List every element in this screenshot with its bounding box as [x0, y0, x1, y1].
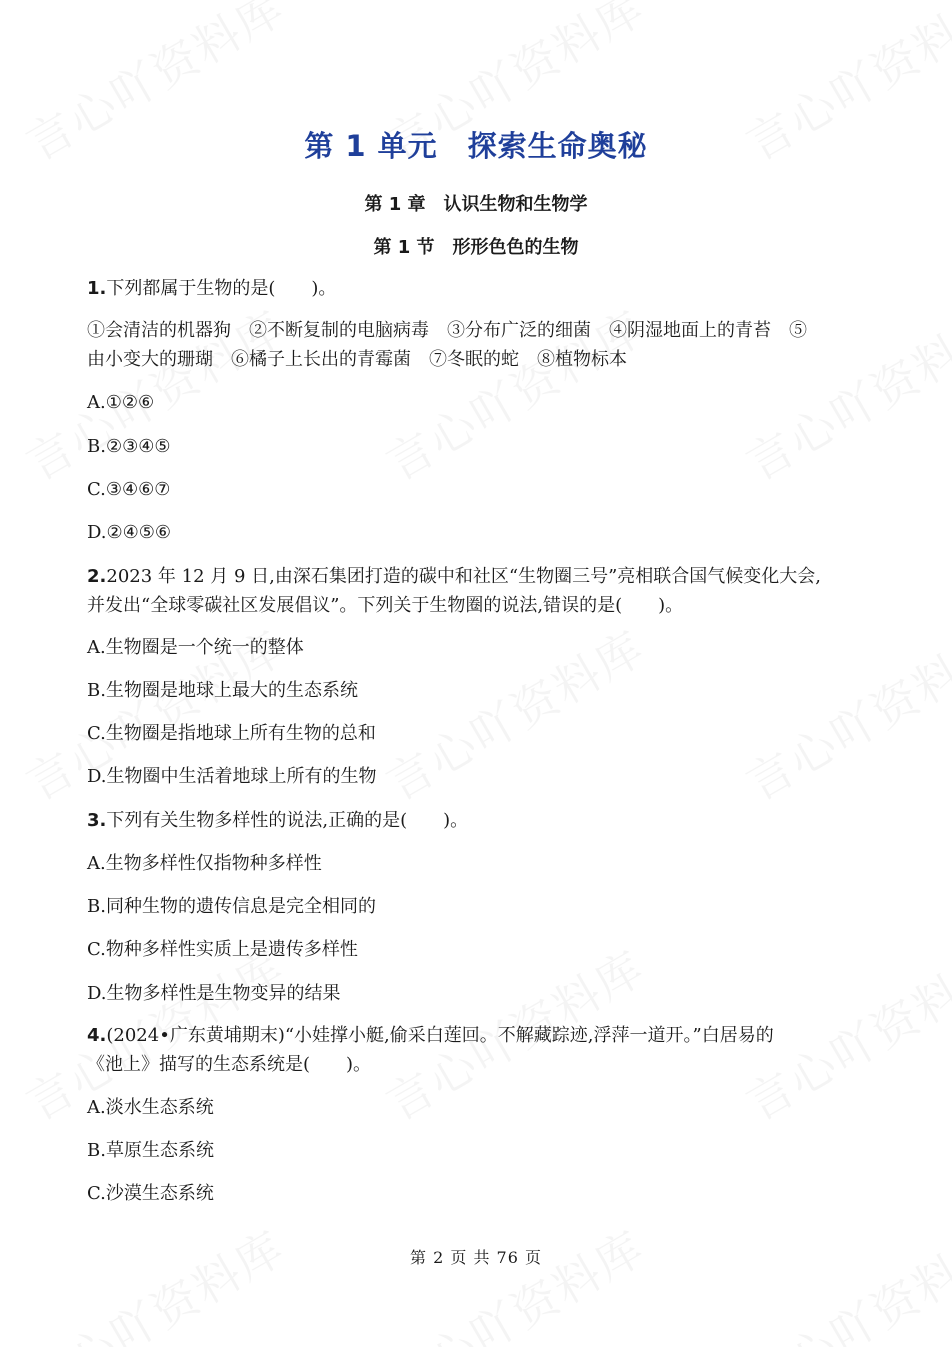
- answer-option: B.②③④⑤: [87, 436, 171, 457]
- unit-title: 第 1 单元 探索生命奥秘: [304, 129, 648, 163]
- section-title: 第 1 节 形形色色的生物: [373, 237, 579, 258]
- question-text: 2023 年 12 月 9 日,由深石集团打造的碳中和社区“生物圈三号”亮相联合国气候变化大会,: [106, 566, 821, 587]
- question-4-stem: [87, 1021, 867, 1051]
- answer-option: D.生物多样性是生物变异的结果: [87, 983, 341, 1004]
- question-1-items: 由小变大的珊瑚 ⑥橘子上长出的青霉菌 ⑦冬眠的蛇 ⑧植物标本: [87, 349, 627, 370]
- question-number: 3.: [87, 810, 107, 831]
- answer-option: C.沙漠生态系统: [87, 1183, 214, 1204]
- question-number: 4.: [87, 1025, 107, 1046]
- answer-option: D.生物圈中生活着地球上所有的生物: [87, 766, 377, 787]
- question-text: 下列都属于生物的是( )。: [106, 278, 337, 299]
- question-text: (2024•广东黄埔期末)“小娃撑小艇,偷采白莲回。不解藏踪迹,浮萍一道开。”白居易的: [106, 1025, 774, 1046]
- question-3-stem: [87, 806, 867, 836]
- question-2-stem-cont: 并发出“全球零碳社区发展倡议”。下列关于生物圈的说法,错误的是( )。: [87, 595, 684, 616]
- question-number: 1.: [87, 278, 107, 299]
- question-2-stem: [87, 562, 867, 592]
- answer-option: A.淡水生态系统: [87, 1097, 214, 1118]
- answer-option: D.②④⑤⑥: [87, 522, 172, 543]
- answer-option: A.生物圈是一个统一的整体: [87, 637, 304, 658]
- chapter-title: 第 1 章 认识生物和生物学: [364, 194, 588, 215]
- question-1-items: ①会清洁的机器狗 ②不断复制的电脑病毒 ③分布广泛的细菌 ④阴湿地面上的青苔 ⑤: [87, 320, 807, 341]
- answer-option: A.①②⑥: [87, 392, 155, 413]
- answer-option: B.同种生物的遗传信息是完全相同的: [87, 896, 376, 917]
- answer-option: C.③④⑥⑦: [87, 479, 171, 500]
- question-4-stem-cont: 《池上》描写的生态系统是( )。: [87, 1054, 372, 1075]
- answer-option: C.生物圈是指地球上所有生物的总和: [87, 723, 376, 744]
- answer-option: B.草原生态系统: [87, 1140, 214, 1161]
- question-text: 下列有关生物多样性的说法,正确的是( )。: [106, 810, 469, 831]
- question-1-stem: [87, 274, 867, 304]
- page-footer: 第 2 页 共 76 页: [410, 1248, 542, 1267]
- answer-option: A.生物多样性仅指物种多样性: [87, 853, 322, 874]
- answer-option: B.生物圈是地球上最大的生态系统: [87, 680, 358, 701]
- question-number: 2.: [87, 566, 107, 587]
- answer-option: C.物种多样性实质上是遗传多样性: [87, 939, 358, 960]
